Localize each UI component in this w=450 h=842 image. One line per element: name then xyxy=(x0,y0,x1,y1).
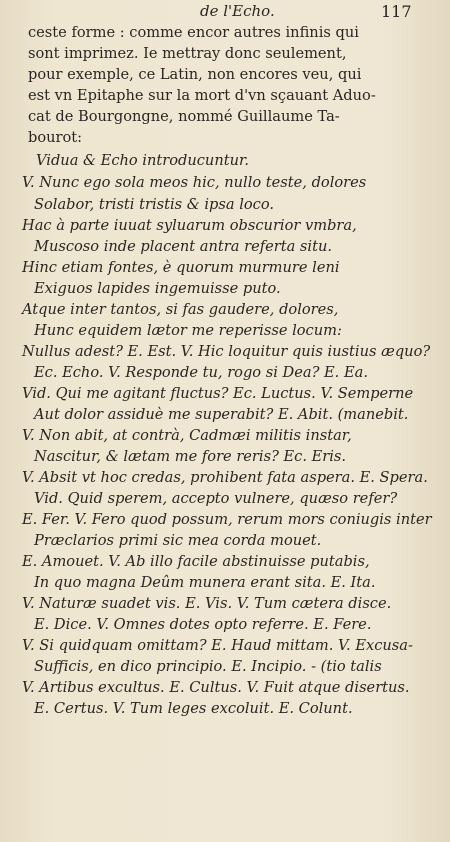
text-line: E. Amouet. V. Ab illo facile abstinuisse putabis, xyxy=(22,553,370,570)
text-line: In quo magna Deûm munera erant sita. E. Ita. xyxy=(34,574,376,591)
text-line: E. Certus. V. Tum leges excoluit. E. Colunt. xyxy=(34,700,353,717)
text-line: Sufficis, en dico principio. E. Incipio. - (tio talis xyxy=(34,658,382,675)
text-line: V. Naturæ suadet vis. E. Vis. V. Tum cætera disce. xyxy=(22,595,392,612)
text-line: Vid. Quid sperem, accepto vulnere, quæso refer? xyxy=(34,490,398,507)
text-line: Atque inter tantos, si fas gaudere, dolores, xyxy=(22,301,339,318)
text-line: Vid. Qui me agitant fluctus? Ec. Luctus. V. Semperne xyxy=(22,385,414,402)
text-line: Præclarios primi sic mea corda mouet. xyxy=(34,532,322,549)
text-line: Hac à parte iuuat syluarum obscurior vmbra, xyxy=(22,217,357,234)
text-line: pour exemple, ce Latin, non encores veu, qui xyxy=(28,66,362,83)
text-line: est vn Epitaphe sur la mort d'vn sçauant Aduo- xyxy=(28,87,376,104)
text-line: Nascitur, & lætam me fore reris? Ec. Eris. xyxy=(34,448,347,465)
text-line: Solabor, tristi tristis & ipsa loco. xyxy=(34,196,275,213)
text-line: Nullus adest? E. Est. V. Hic loquitur quis iustius æquo? xyxy=(22,343,431,360)
text-line: V. Absit vt hoc credas, prohibent fata aspera. E. Spera. xyxy=(22,469,428,486)
text-line: Vidua & Echo introducuntur. xyxy=(36,152,249,169)
text-line: sont imprimez. Ie mettray donc seulement, xyxy=(28,45,347,62)
text-line: V. Artibus excultus. E. Cultus. V. Fuit atque disertus. xyxy=(22,679,410,696)
running-head: de l'Echo. xyxy=(200,2,275,20)
text-line: Aut dolor assiduè me superabit? E. Abit. (manebit. xyxy=(34,406,409,423)
text-line: cat de Bourgongne, nommé Guillaume Ta- xyxy=(28,108,340,125)
text-line: Ec. Echo. V. Responde tu, rogo si Dea? E. Ea. xyxy=(34,364,368,381)
text-line: V. Si quidquam omittam? E. Haud mittam. V. Excusa- xyxy=(22,637,413,654)
text-line: Hunc equidem lætor me reperisse locum: xyxy=(34,322,342,339)
text-line: E. Fer. V. Fero quod possum, rerum mors coniugis inter xyxy=(22,511,432,528)
text-line: E. Dice. V. Omnes dotes opto referre. E. Fere. xyxy=(34,616,372,633)
text-line: Hinc etiam fontes, è quorum murmure leni xyxy=(22,259,340,276)
page-number: 117 xyxy=(381,2,412,21)
text-line: Muscoso inde placent antra referta situ. xyxy=(34,238,332,255)
text-line: V. Nunc ego sola meos hic, nullo teste, dolores xyxy=(22,174,367,191)
page-header xyxy=(0,2,450,24)
text-line: ceste forme : comme encor autres infinis qui xyxy=(28,24,359,41)
text-line: bourot: xyxy=(28,129,83,146)
text-line: V. Non abit, at contrà, Cadmæi militis instar, xyxy=(22,427,352,444)
text-line: Exiguos lapides ingemuisse puto. xyxy=(34,280,281,297)
